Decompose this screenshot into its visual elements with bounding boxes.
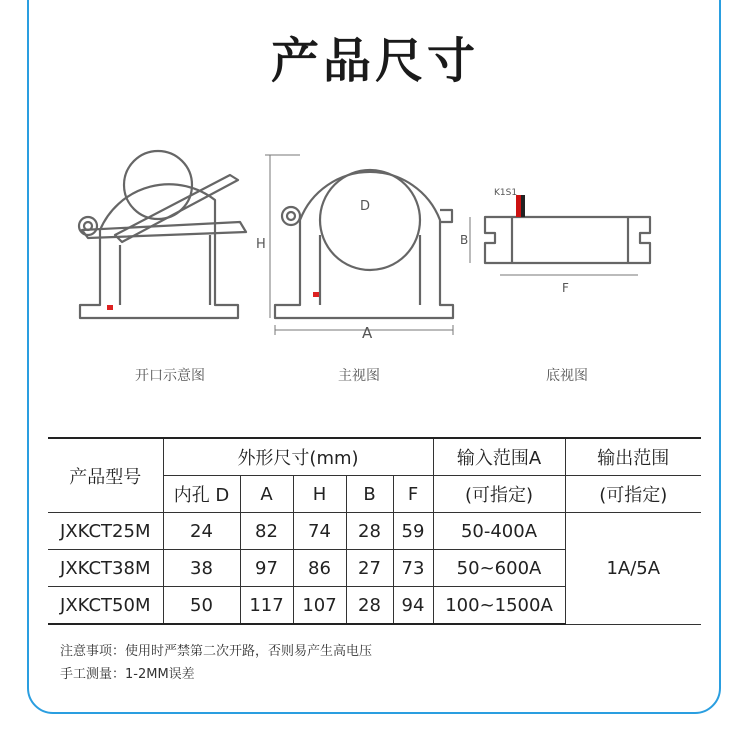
dim-label-a: A	[362, 324, 373, 342]
cell-a: 82	[240, 513, 293, 550]
dim-label-d: D	[360, 199, 371, 214]
input-header-note: (可指定)	[433, 476, 565, 513]
main-view-drawing	[275, 170, 453, 318]
cell-f: 94	[393, 587, 433, 625]
terminal-label: K1S1	[494, 188, 518, 198]
cell-model: JXKCT38M	[48, 550, 163, 587]
table-row	[48, 513, 701, 550]
dims-header: 外形尺寸(mm)	[163, 438, 433, 476]
spec-table	[48, 437, 701, 625]
open-view-drawing	[79, 151, 246, 318]
product-drawings	[60, 140, 700, 400]
cell-h: 74	[293, 513, 346, 550]
page-title: 产品尺寸	[270, 33, 479, 89]
cell-b: 27	[346, 550, 393, 587]
caption-bottom-view: 底视图	[546, 368, 588, 384]
input-header: 输入范围A	[433, 438, 565, 476]
note-warning: 注意事项：使用时严禁第二次开路，否则易产生高电压	[60, 644, 373, 659]
dim-label-b: B	[460, 233, 469, 247]
terminal-bottom	[516, 195, 521, 217]
cell-b: 28	[346, 587, 393, 625]
cell-a: 117	[240, 587, 293, 625]
cell-input: 50-400A	[433, 513, 565, 550]
table-header-row	[48, 438, 701, 476]
subheader-d: 内孔 D	[163, 476, 240, 513]
bottom-view-drawing	[485, 217, 650, 263]
cell-model: JXKCT50M	[48, 587, 163, 625]
cell-d: 24	[163, 513, 240, 550]
terminal-main	[313, 292, 319, 297]
model-header: 产品型号	[48, 438, 163, 513]
cell-f: 59	[393, 513, 433, 550]
subheader-b: B	[346, 476, 393, 513]
cell-b: 28	[346, 513, 393, 550]
output-header: 输出范围	[565, 438, 701, 476]
note-measurement: 手工测量：1-2MM误差	[60, 667, 195, 682]
subheader-a: A	[240, 476, 293, 513]
subheader-h: H	[293, 476, 346, 513]
terminal-open	[107, 305, 113, 310]
cell-model: JXKCT25M	[48, 513, 163, 550]
dim-label-f: F	[562, 281, 569, 295]
subheader-f: F	[393, 476, 433, 513]
cell-output: 1A/5A	[565, 513, 701, 625]
cell-input: 100~1500A	[433, 587, 565, 625]
cell-a: 97	[240, 550, 293, 587]
cell-d: 38	[163, 550, 240, 587]
caption-open-view: 开口示意图	[135, 368, 205, 384]
cell-d: 50	[163, 587, 240, 625]
caption-main-view: 主视图	[338, 368, 380, 384]
cell-h: 107	[293, 587, 346, 625]
dim-label-h: H	[256, 237, 266, 252]
output-header-note: (可指定)	[565, 476, 701, 513]
cell-input: 50~600A	[433, 550, 565, 587]
cell-f: 73	[393, 550, 433, 587]
cell-h: 86	[293, 550, 346, 587]
terminal-bottom-2	[521, 195, 525, 217]
